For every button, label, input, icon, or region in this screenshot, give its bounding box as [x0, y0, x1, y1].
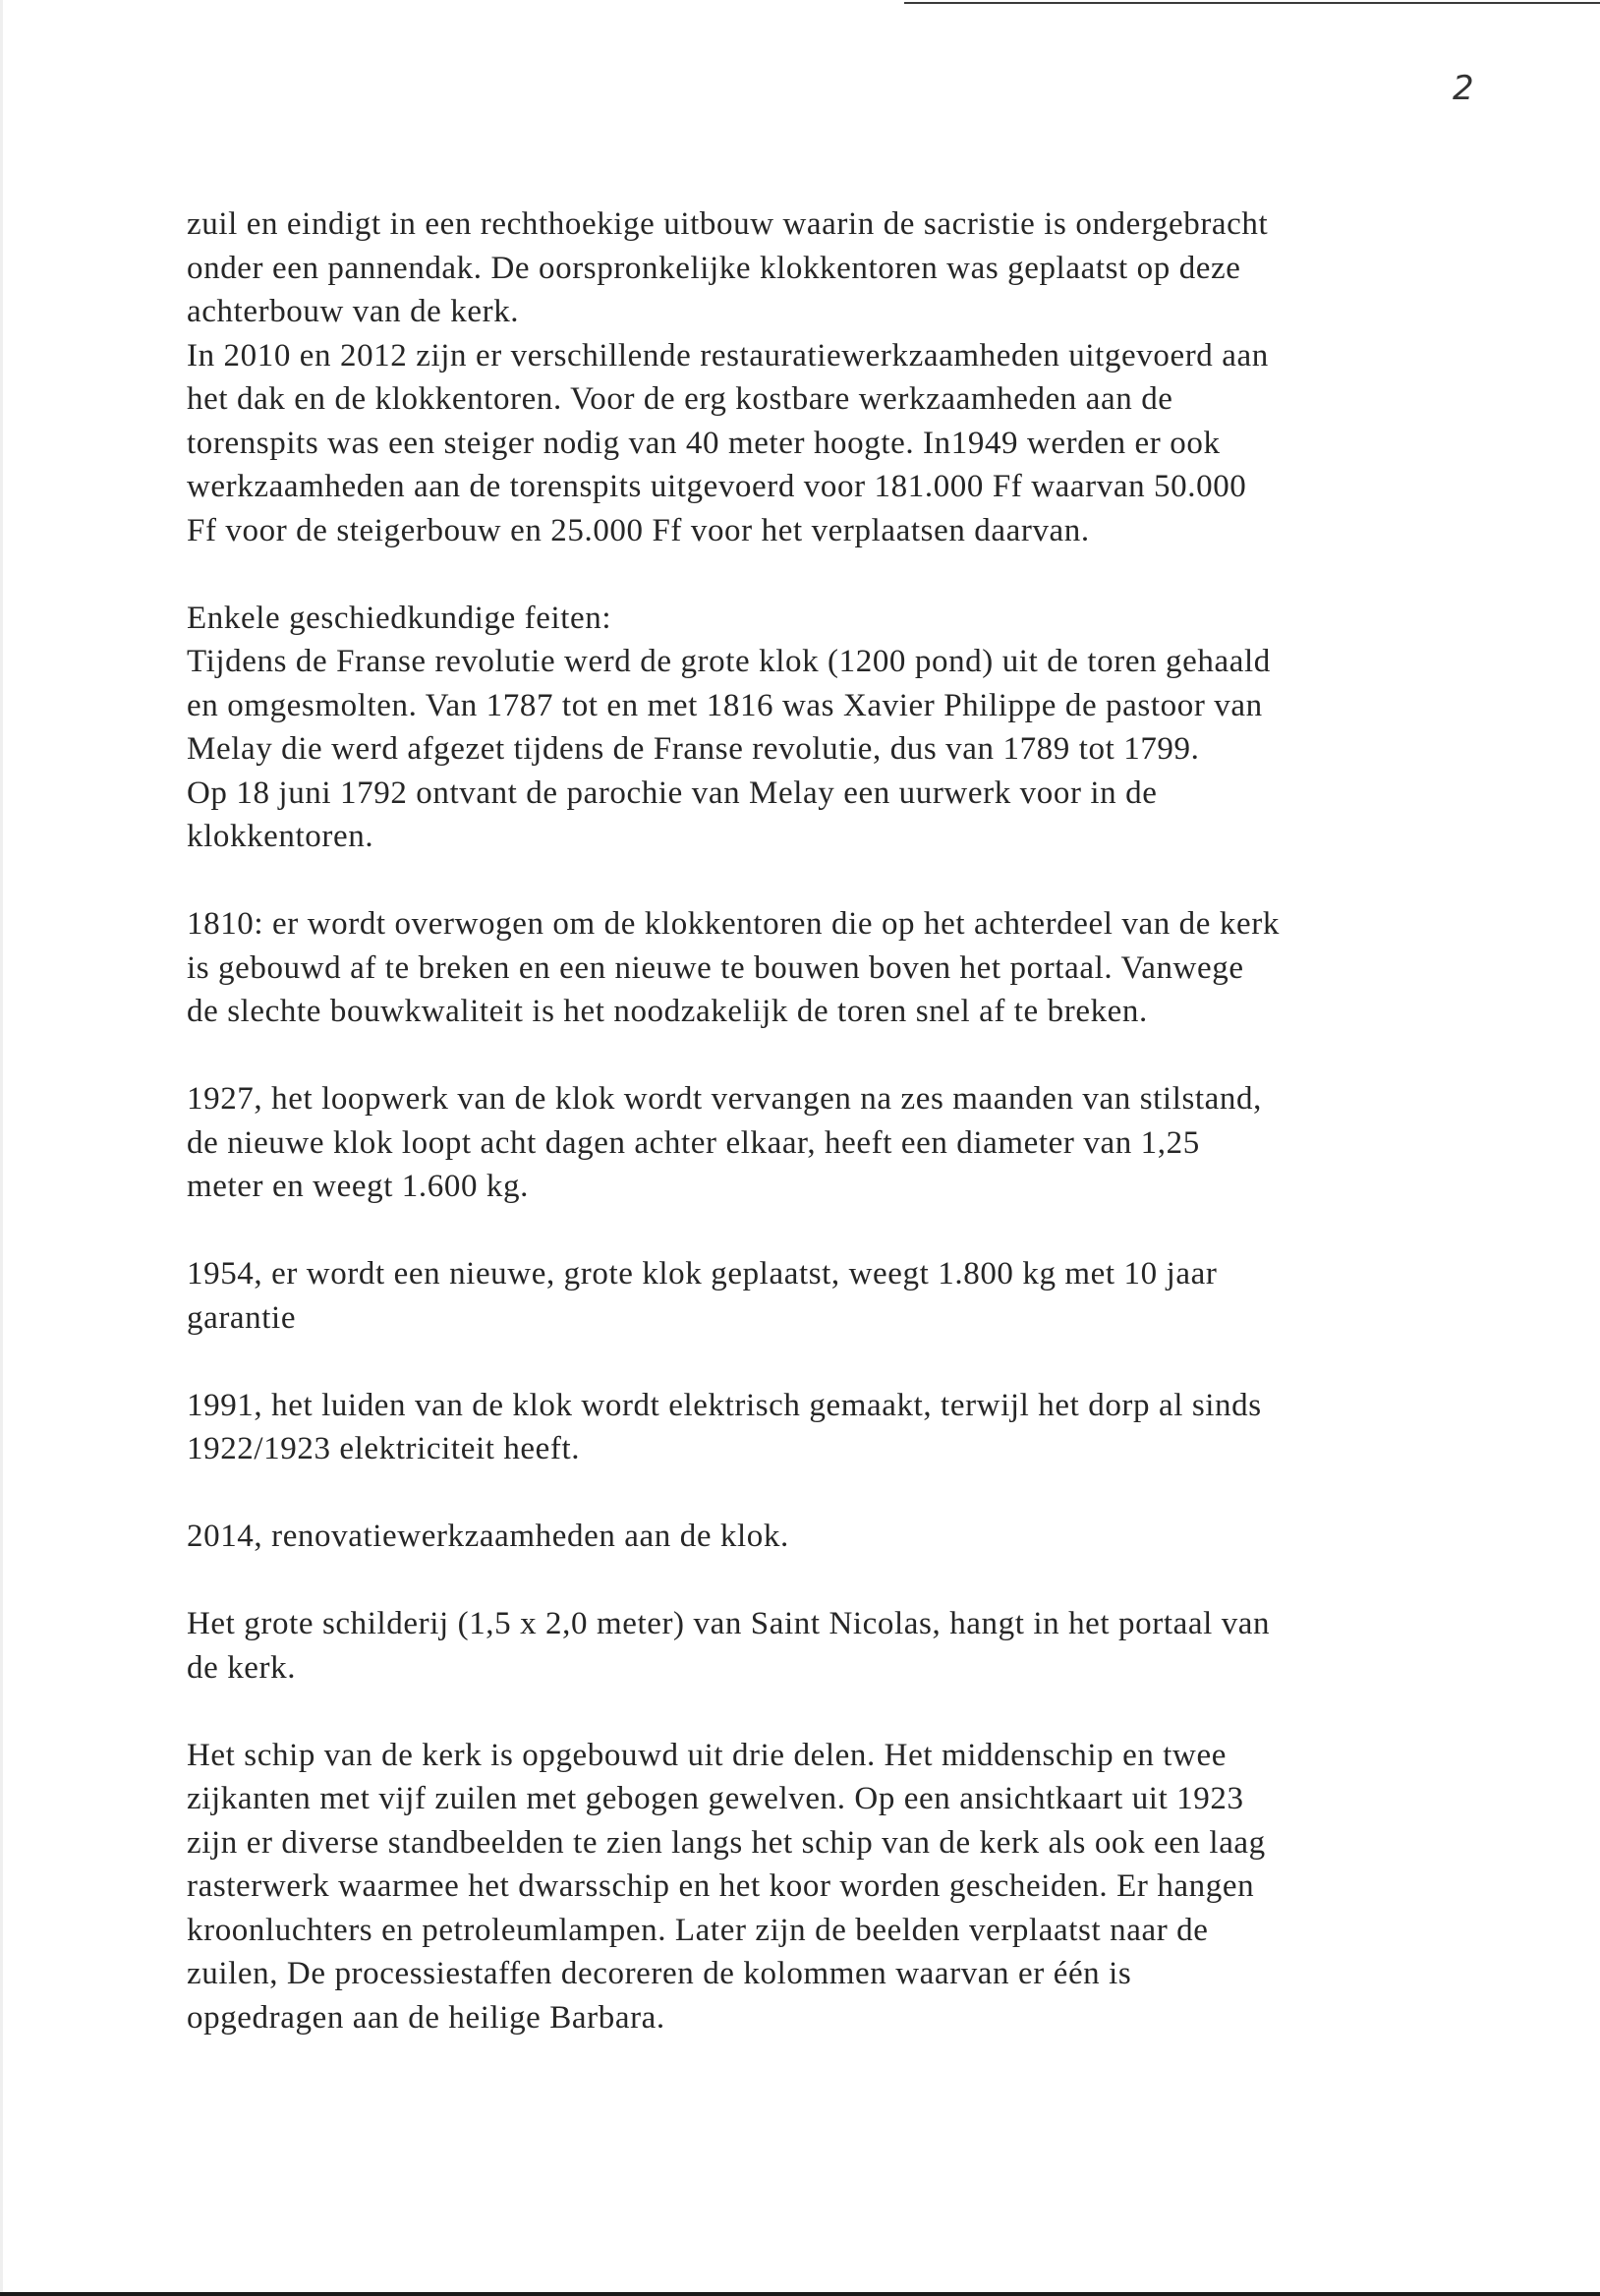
document-body — [187, 202, 1484, 2039]
paragraph-2014: 2014, renovatiewerkzaamheden aan de klok. — [187, 1519, 789, 1554]
scan-top-rule — [904, 2, 1600, 4]
paragraph-1991: 1991, het luiden van de klok wordt elektrisch gemaakt, terwijl het dorp al sinds 1922/1923 elektriciteit heeft. — [187, 1387, 1262, 1466]
page-number: 2 — [1453, 69, 1474, 108]
scan-left-edge — [0, 0, 3, 2296]
paragraph-geschiedkundige-feiten: Enkele geschiedkundige feiten: Tijdens de Franse revolutie werd de grote klok (1200 pond) uit de toren gehaald en omgesmolten. Van 1787 tot en met 1816 was Xavier Philippe de pastoor van Melay die werd afgezet tijdens de Franse revolutie, dus van 1789 tot 1799. Op 18 juni 1792 ontvant de parochie van Melay een uurwerk voor in de klokkentoren. — [187, 600, 1271, 854]
paragraph-1927: 1927, het loopwerk van de klok wordt vervangen na zes maanden van stilstand, de nieuwe klok loopt acht dagen achter elkaar, heeft een diameter van 1,25 meter en weegt 1.600 kg. — [187, 1081, 1262, 1204]
paragraph-schilderij: Het grote schilderij (1,5 x 2,0 meter) van Saint Nicolas, hangt in het portaal van de kerk. — [187, 1606, 1271, 1686]
scan-bottom-edge — [0, 2292, 1600, 2296]
paragraph-1810: 1810: er wordt overwogen om de klokkentoren die op het achterdeel van de kerk is gebouwd af te breken en een nieuwe te bouwen boven het portaal. Vanwege de slechte bouwkwaliteit is het noodzakelijk de toren snel af te breken. — [187, 906, 1280, 1029]
paragraph-sacristie-restauratie: zuil en eindigt in een rechthoekige uitbouw waarin de sacristie is ondergebracht onder een pannendak. De oorspronkelijke klokkentoren was geplaatst op deze achterbouw van de kerk. In 2010 en 2012 zijn er verschillende restauratiewerkzaamheden uitgevoerd aan het dak en de klokkentoren. Voor de erg kostbare werkzaamheden aan de torenspits was een steiger nodig van 40 meter hoogte. In1949 werden er ook werkzaamheden aan de torenspits uitgevoerd voor 181.000 Ff waarvan 50.000 Ff voor de steigerbouw en 25.000 Ff voor het verplaatsen daarvan. — [187, 206, 1269, 548]
paragraph-schip: Het schip van de kerk is opgebouwd uit drie delen. Het middenschip en twee zijkanten met vijf zuilen met gebogen gewelven. Op een ansichtkaart uit 1923 zijn er diverse standbeelden te zien langs het schip van de kerk als ook een laag rasterwerk waarmee het dwarsschip en het koor worden gescheiden. Er hangen kroonluchters en petroleumlampen. Later zijn de beelden verplaatst naar de zuilen, De processiestaffen decoreren de kolommen waarvan er één is opgedragen aan de heilige Barbara. — [187, 1737, 1266, 2036]
paragraph-1954: 1954, er wordt een nieuwe, grote klok geplaatst, weegt 1.800 kg met 10 jaar garantie — [187, 1256, 1218, 1336]
